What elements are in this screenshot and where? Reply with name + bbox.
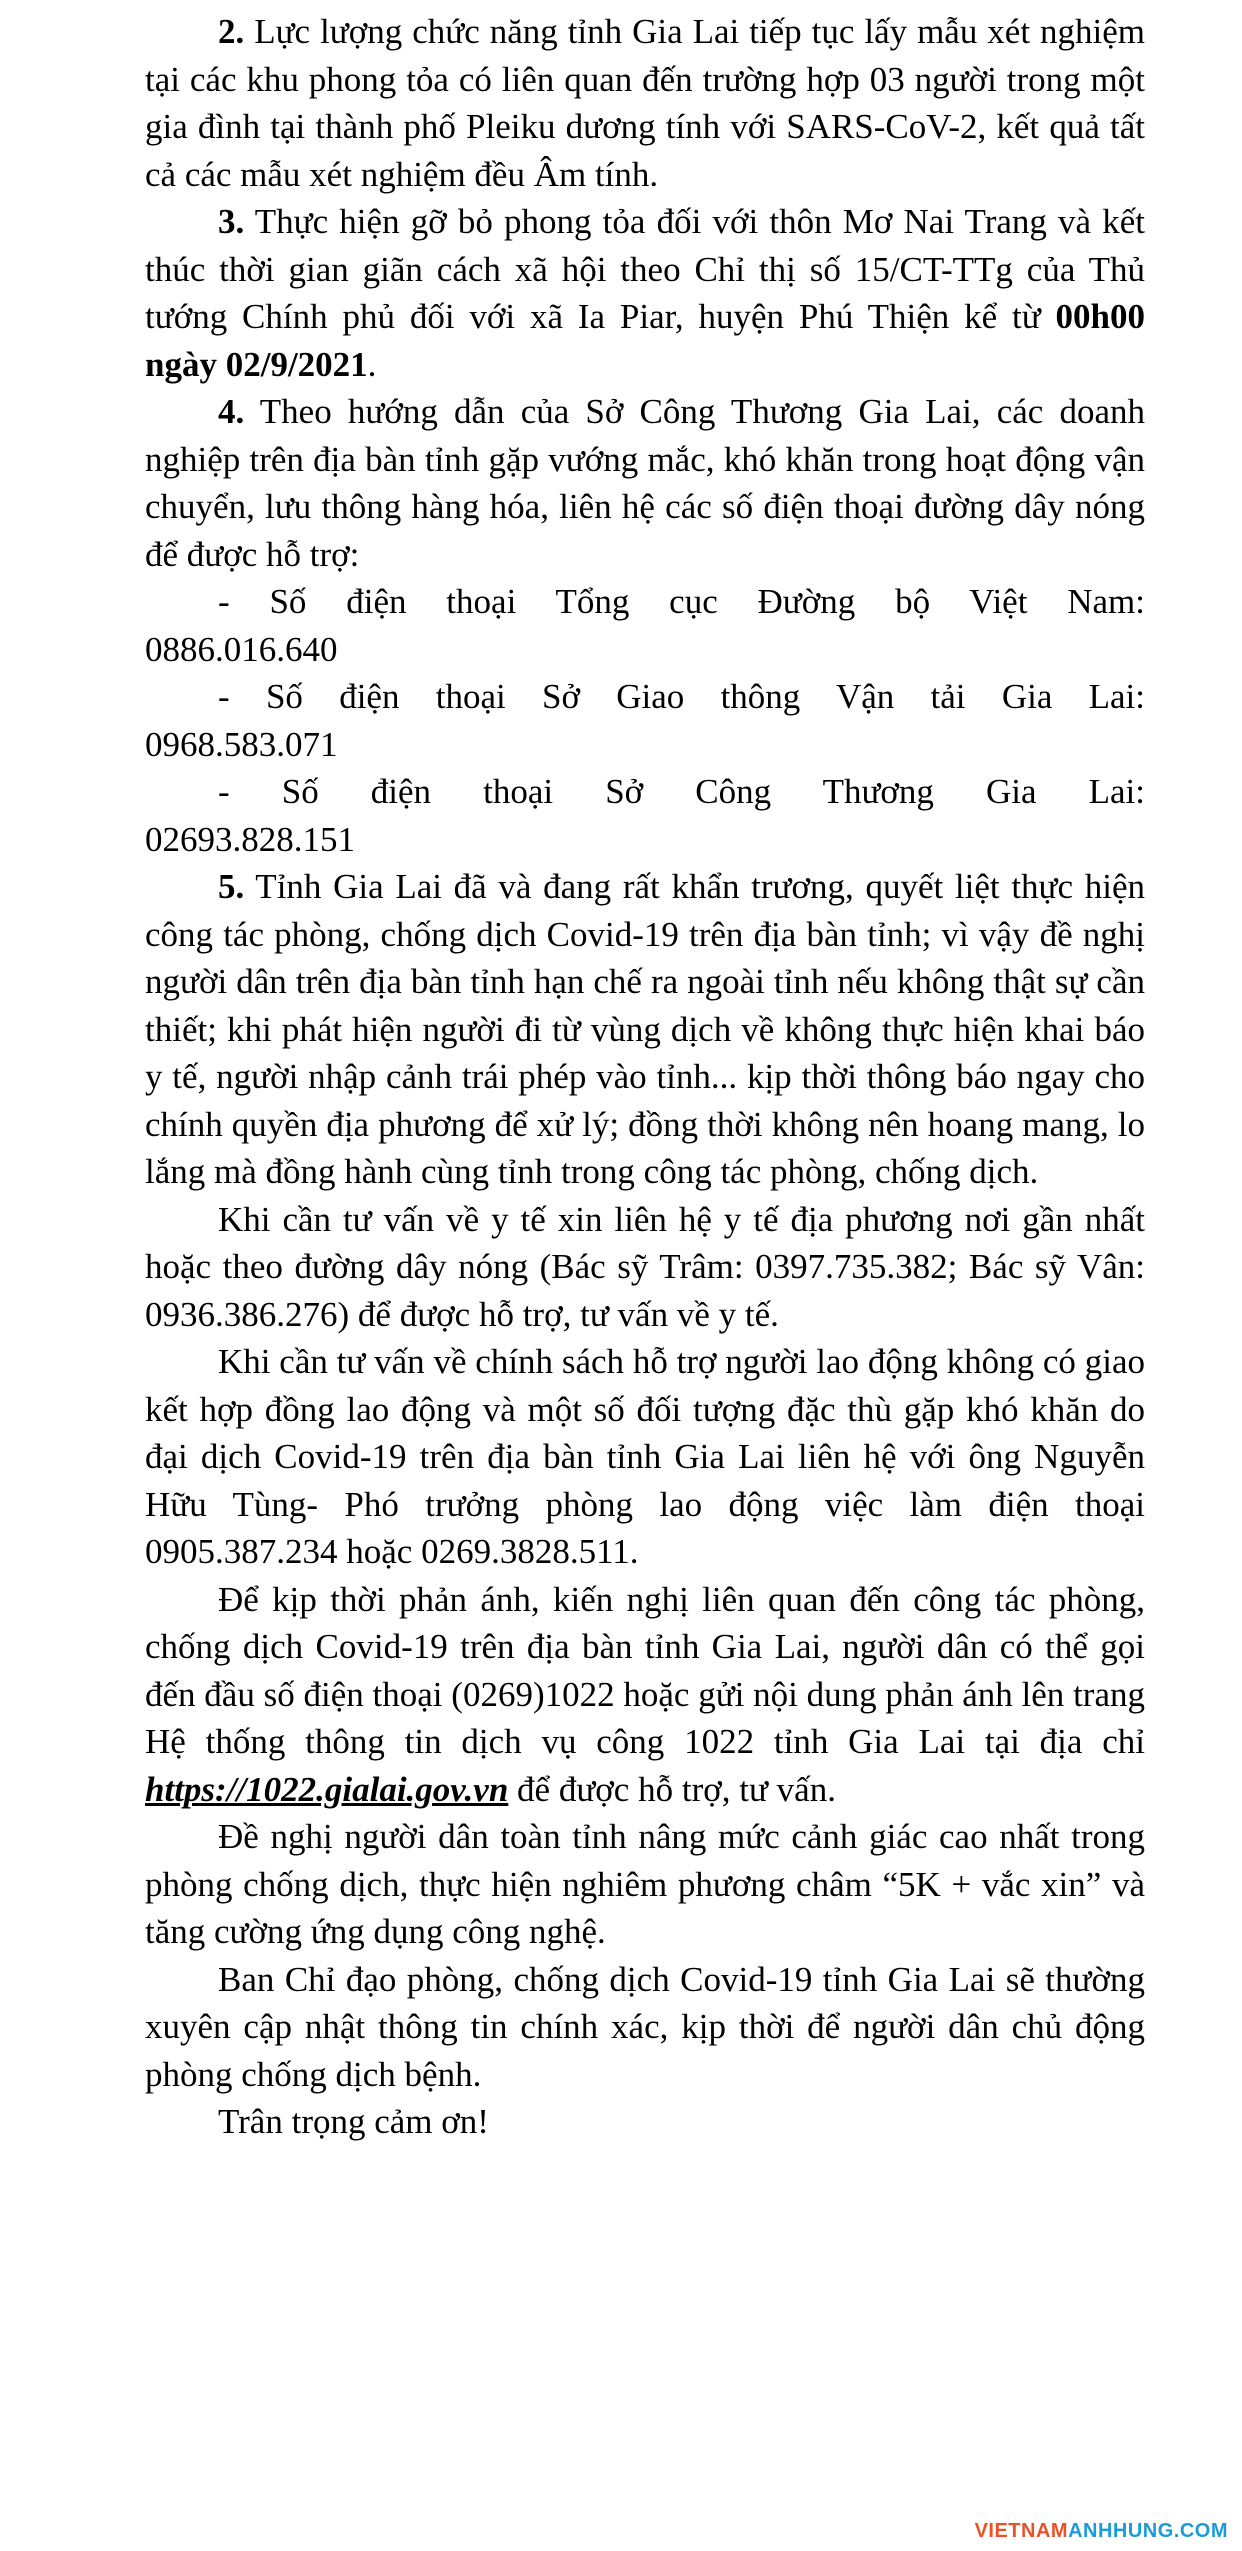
hotline-3-number: 02693.828.151 [145, 819, 355, 859]
hotline-3-label: - Số điện thoại Sở Công Thương Gia Lai: [218, 772, 1145, 811]
item-2-number: 2. [218, 12, 245, 51]
item-5-text: Tỉnh Gia Lai đã và đang rất khẩn trương, quyết liệt thực hiện công tác phòng, chống dịch Covid-19 trên địa bàn tỉnh; vì vậy đề nghị người dân trên địa bàn tỉnh hạn chế ra ngoài tỉnh nếu không thật sự cần thiết; khi phát hiện người đi từ vùng dịch về không thực hiện khai báo y tế, người nhập cảnh trái phép vào tỉnh... kịp thời thông báo ngay cho chính quyền địa phương để xử lý; đồng thời không nên hoang mang, lo lắng mà đồng hành cùng tỉnh trong công tác phòng, chống dịch. [145, 867, 1145, 1191]
update-paragraph: Ban Chỉ đạo phòng, chống dịch Covid-19 tỉnh Gia Lai sẽ thường xuyên cập nhật thông tin chính xác, kịp thời để người dân chủ động phòng chống dịch bệnh. [145, 1959, 1145, 2094]
document-body [145, 8, 1145, 2146]
item-4-text: Theo hướng dẫn của Sở Công Thương Gia Lai, các doanh nghiệp trên địa bàn tỉnh gặp vướng mắc, khó khăn trong hoạt động vận chuyển, lưu thông hàng hóa, liên hệ các số điện thoại đường dây nóng để được hỗ trợ: [145, 392, 1145, 574]
feedback-portal-link[interactable]: https://1022.gialai.gov.vn [145, 1769, 509, 1809]
item-3-paragraph [145, 198, 1145, 388]
item-4-paragraph [145, 388, 1145, 578]
item-3-number: 3. [218, 202, 245, 241]
hotline-list [145, 578, 1145, 863]
item-3-text: Thực hiện gỡ bỏ phong tỏa đối với thôn Mơ Nai Trang và kết thúc thời gian giãn cách xã hội theo Chỉ thị số 15/CT-TTg của Thủ tướng Chính phủ đối với xã Ia Piar, huyện Phú Thiện kể từ [145, 202, 1145, 336]
item-5-paragraph [145, 863, 1145, 1196]
item-2-paragraph [145, 8, 1145, 198]
site-watermark [975, 2520, 1228, 2543]
hotline-1-number: 0886.016.640 [145, 629, 338, 669]
item-2-text: Lực lượng chức năng tỉnh Gia Lai tiếp tục lấy mẫu xét nghiệm tại các khu phong tỏa có liên quan đến trường hợp 03 người trong một gia đình tại thành phố Pleiku dương tính với SARS-CoV-2, kết quả tất cả các mẫu xét nghiệm đều Âm tính. [145, 12, 1145, 194]
labor-policy-paragraph: Khi cần tư vấn về chính sách hỗ trợ người lao động không có giao kết hợp đồng lao động và một số đối tượng đặc thù gặp khó khăn do đại dịch Covid-19 trên địa bàn tỉnh Gia Lai liên hệ với ông Nguyễn Hữu Tùng- Phó trưởng phòng lao động việc làm điện thoại 0905.387.234 hoặc 0269.3828.511. [145, 1342, 1145, 1571]
feedback-paragraph [145, 1576, 1145, 1814]
watermark-part-1: VIETNAM [974, 2520, 1069, 2542]
hotline-2-number: 0968.583.071 [145, 724, 338, 764]
item-3-effective-time: 00h00 ngày 02/9/2021 [145, 297, 1145, 384]
feedback-text: Để kịp thời phản ánh, kiến nghị liên quan đến công tác phòng, chống dịch Covid-19 trên địa bàn tỉnh Gia Lai, người dân có thể gọi đến đầu số điện thoại (0269)1022 hoặc gửi nội dung phản ánh lên trang Hệ thống thông tin dịch vụ công 1022 tỉnh Gia Lai tại địa chỉ [145, 1579, 1145, 1761]
hotline-2-label: - Số điện thoại Sở Giao thông Vận tải Gia Lai: [218, 677, 1145, 716]
item-4-number: 4. [218, 392, 245, 431]
watermark-part-2: ANHHUNG.COM [1068, 2520, 1228, 2542]
vigilance-paragraph: Đề nghị người dân toàn tỉnh nâng mức cảnh giác cao nhất trong phòng chống dịch, thực hiện nghiêm phương châm “5K + vắc xin” và tăng cường ứng dụng công nghệ. [145, 1817, 1145, 1951]
medical-advice-paragraph: Khi cần tư vấn về y tế xin liên hệ y tế địa phương nơi gần nhất hoặc theo đường dây nóng (Bác sỹ Trâm: 0397.735.382; Bác sỹ Vân: 0936.386.276) để được hỗ trợ, tư vấn về y tế. [145, 1199, 1145, 1334]
hotline-1-label: - Số điện thoại Tổng cục Đường bộ Việt Nam: [218, 582, 1145, 621]
thanks-line: Trân trọng cảm ơn! [218, 2102, 489, 2141]
item-3-end: . [367, 344, 377, 384]
feedback-end: để được hỗ trợ, tư vấn. [508, 1769, 836, 1809]
item-5-number: 5. [218, 867, 245, 906]
